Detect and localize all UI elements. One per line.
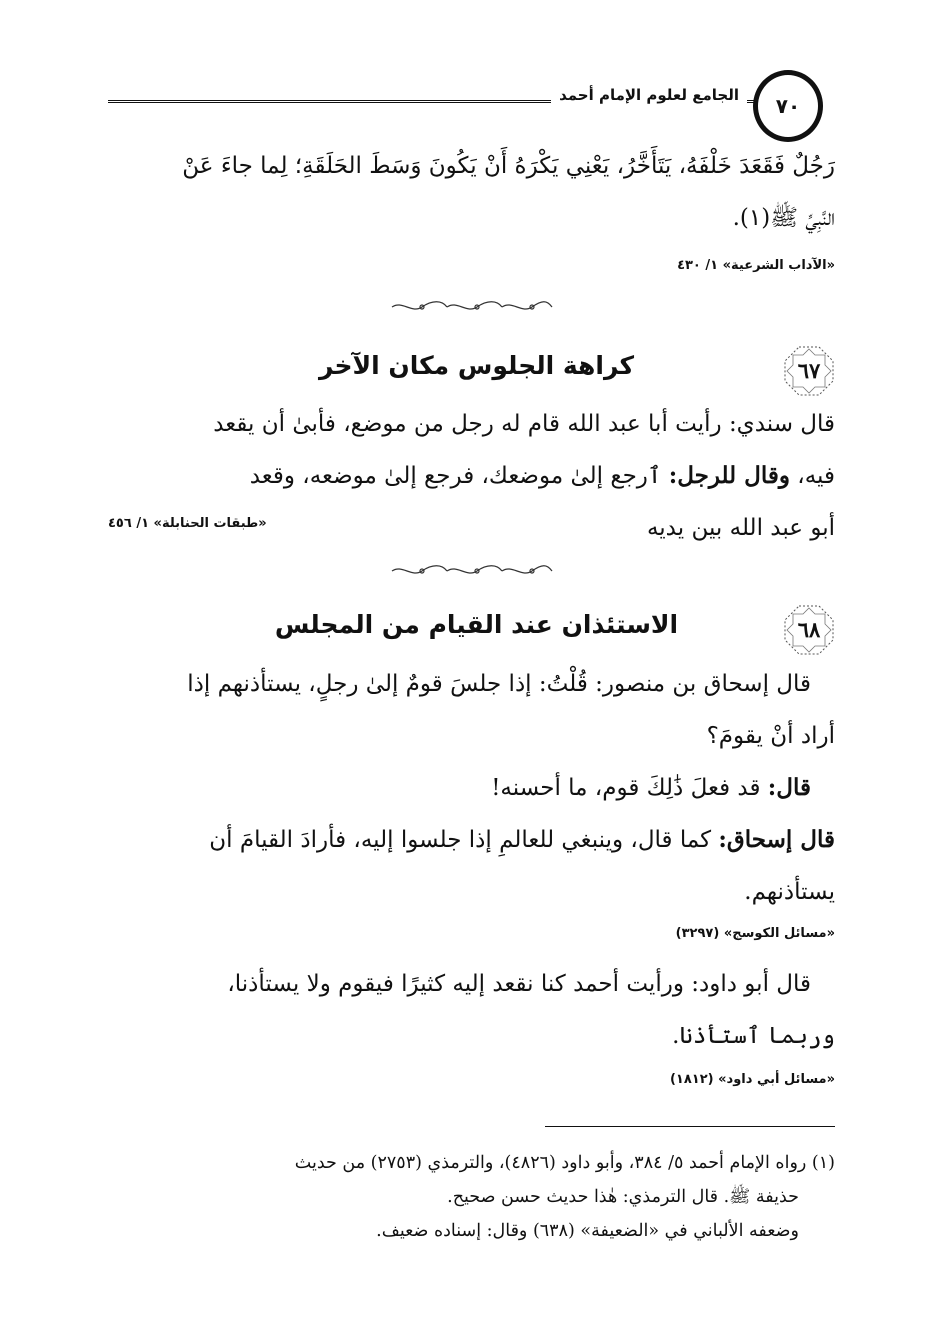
intro-source: «الآداب الشرعية» ١/ ٤٣٠ bbox=[677, 258, 835, 273]
section-68-source-2: «مسائل أبي داود» (١٨١٢) bbox=[669, 1072, 835, 1087]
section-67-speaker: وقال للرجل: bbox=[668, 462, 790, 489]
section-68-p4-line-1: قال أبو داود: ورأيت أحمد كنا نقعد إليه كثيرًا فيقوم ولا يستأذنا، bbox=[227, 971, 811, 997]
section-68-paragraph-2 bbox=[108, 762, 835, 814]
page-number: ٧٠ bbox=[753, 70, 823, 142]
page bbox=[108, 0, 835, 1339]
ornament-divider bbox=[387, 300, 557, 314]
section-68-p1-line-2: أراد أنْ يقومَ؟ bbox=[706, 723, 835, 749]
section-67-line-3: أبو عبد الله بين يديه bbox=[646, 515, 835, 541]
section-68-p3-speaker: قال إسحاق: bbox=[718, 826, 835, 853]
section-67-number-badge bbox=[783, 345, 835, 397]
section-68-source-1: «مسائل الكوسج» (٣٢٩٧) bbox=[675, 926, 835, 941]
section-67-source: «طبقات الحنابلة» ١/ ٤٥٦ bbox=[108, 516, 267, 531]
footnotes bbox=[108, 1146, 835, 1248]
footnote-line-1: (١) رواه الإمام أحمد ٥/ ٣٨٤، وأبو داود (٤٨٢٦)، والترمذي (٢٧٥٣) من حديث bbox=[294, 1153, 835, 1173]
footnote-line-2: حذيفة ﷺ. قال الترمذي: هٰذا حديث حسن صحيح. bbox=[447, 1187, 799, 1207]
section-68-p2-text: قد فعلَ ذَٰلِكَ قوم، ما أحسنه! bbox=[491, 775, 761, 801]
section-68-p3-text: كما قال، وينبغي للعالمِ إذا جلسوا إليه، فأرادَ القيامَ أن bbox=[209, 827, 712, 853]
section-68-p2-line bbox=[108, 762, 835, 814]
section-68-paragraph-4 bbox=[108, 958, 835, 1062]
intro-paragraph bbox=[108, 140, 835, 244]
section-67-title: كراهة الجلوس مكان الآخر bbox=[318, 351, 635, 380]
footnote-line-3: وضعفه الألباني في «الضعيفة» (٦٣٨) وقال: إسناده ضعيف. bbox=[376, 1221, 799, 1241]
section-67-line-2-start: فيه، bbox=[797, 463, 835, 489]
section-68-p3-line-1 bbox=[108, 814, 835, 866]
footnote-separator bbox=[545, 1126, 835, 1127]
section-67-number: ٦٧ bbox=[797, 358, 821, 383]
section-68-heading bbox=[108, 604, 835, 656]
section-68-number-badge bbox=[783, 604, 835, 656]
ornament-divider bbox=[387, 564, 557, 578]
section-68-paragraph-1 bbox=[108, 658, 835, 762]
section-67-line-2 bbox=[108, 450, 835, 502]
section-68-p1-line-1: قال إسحاق بن منصور: قُلْتُ: إذا جلسَ قومٌ إلىٰ رجلٍ، يستأذنهم إذا bbox=[187, 671, 811, 697]
section-68-p4-line-2: وربما ٱستأذنا. bbox=[672, 1023, 835, 1049]
section-68-number: ٦٨ bbox=[797, 617, 821, 642]
section-67-heading bbox=[108, 345, 835, 397]
intro-line-1: رَجُلٌ فَقَعَدَ خَلْفَهُ، يَتَأَخَّرُ، يَعْنِي يَكْرَهُ أَنْ يَكُونَ وَسَطَ الحَلَقَةِ؛ لِما جاءَ عَنْ bbox=[182, 153, 835, 179]
section-67-line-1: قال سندي: رأيت أبا عبد الله قام له رجل من موضع، فأبىٰ أن يقعد bbox=[213, 411, 835, 437]
page-header bbox=[108, 68, 835, 138]
section-67-line-2-end: ٱرجع إلىٰ موضعك، فرجع إلىٰ موضعه، وقعد bbox=[249, 463, 662, 489]
section-68-paragraph-3 bbox=[108, 814, 835, 918]
intro-line-2: النَّبِيِّ ﷺ(١). bbox=[732, 205, 835, 231]
section-68-p3-line-2: يستأذنهم. bbox=[744, 879, 835, 905]
running-title: الجامع لعلوم الإمام أحمد bbox=[551, 86, 747, 104]
section-68-p2-speaker: قال: bbox=[767, 774, 811, 801]
section-68-title: الاستئذان عند القيام من المجلس bbox=[274, 610, 679, 639]
